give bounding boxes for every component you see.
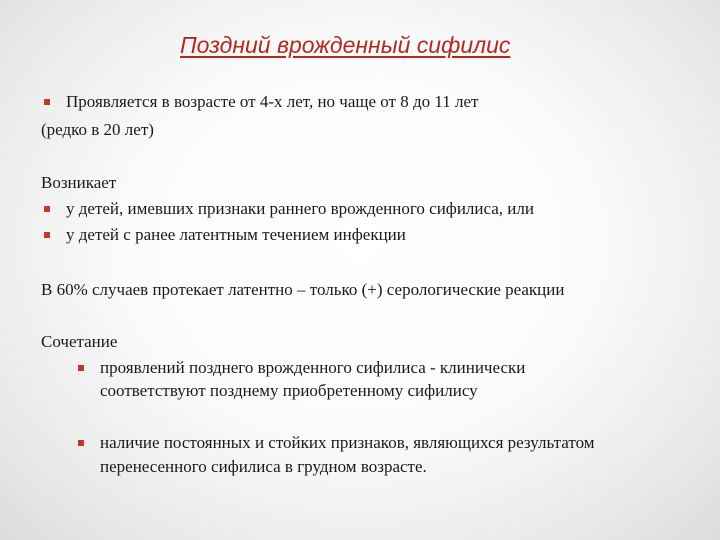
age-text-line1: Проявляется в возрасте от 4-х лет, но чаще от 8 до 11 лет [66, 92, 479, 111]
bullet-icon [44, 232, 50, 238]
latent-text: В 60% случаев протекает латентно – только (+) серологические реакции [41, 280, 565, 299]
combination-item-2-line1: наличие постоянных и стойких признаков, являющихся результатом [100, 433, 595, 452]
bullet-icon [78, 440, 84, 446]
bullet-icon [78, 365, 84, 371]
combination-item-1-line1: проявлений позднего врожденного сифилиса - клинически [100, 358, 526, 377]
bullet-icon [44, 206, 50, 212]
occurs-heading: Возникает [41, 173, 117, 192]
combination-item-2-line2: перенесенного сифилиса в грудном возрасте. [100, 457, 427, 476]
combination-item-1-line2: соответствуют позднему приобретенному сифилису [100, 381, 478, 400]
combination-heading: Сочетание [41, 332, 118, 351]
bullet-icon [44, 99, 50, 105]
slide-title: Поздний врожденный сифилис [180, 32, 511, 58]
age-text-line2: (редко в 20 лет) [41, 120, 154, 139]
occurs-item-1: у детей, имевших признаки раннего врожденного сифилиса, или [66, 199, 534, 218]
occurs-item-2: у детей с ранее латентным течением инфекции [66, 225, 406, 244]
